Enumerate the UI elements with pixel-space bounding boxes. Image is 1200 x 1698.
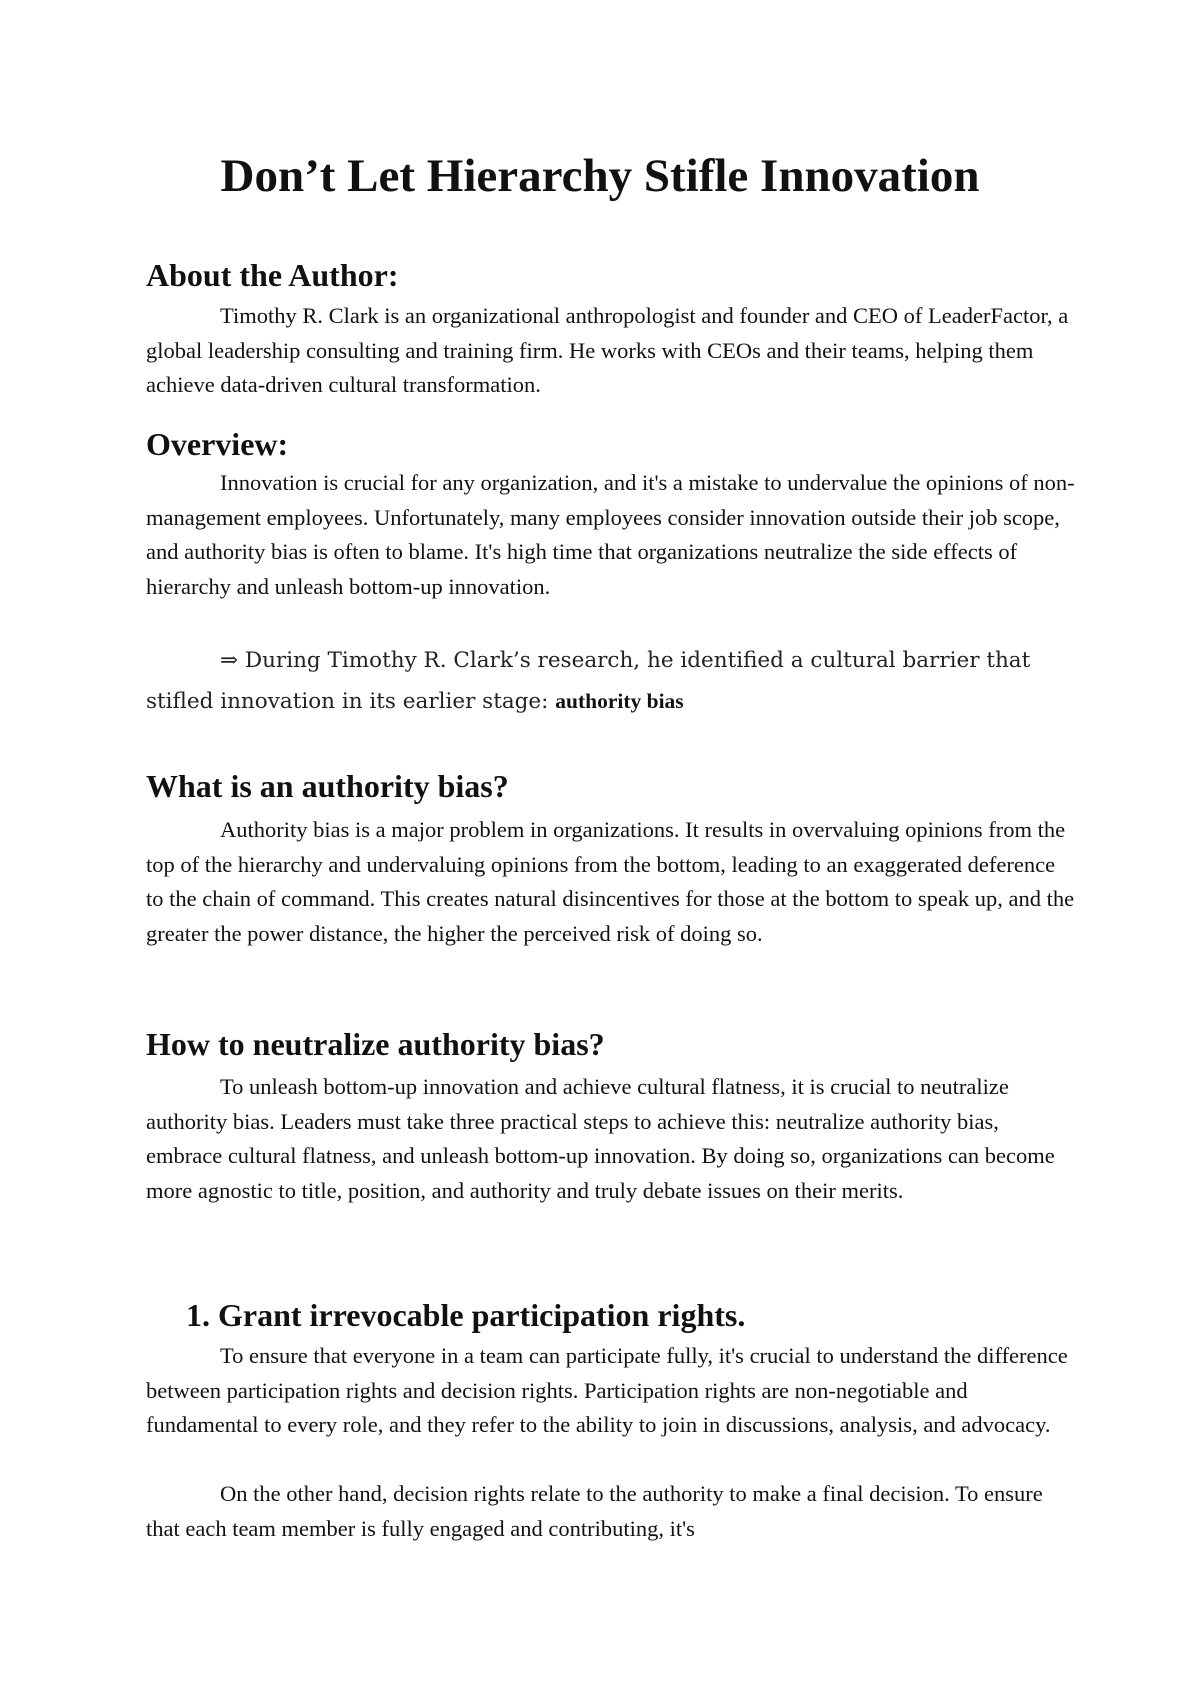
research-note-text: ⇒ During Timothy R. Clark’s research, he identified a cultural barrier that stifled innovation in its earlier stage: <box>146 648 1031 714</box>
heading-what-is-authority-bias: What is an authority bias? <box>146 768 509 804</box>
paragraph-step-1-part-1: To ensure that everyone in a team can participate fully, it's crucial to understand the difference between participation rights and decision rights. Participation rights are non-negotiable and fundamental to every role, and they refer to the ability to join in discussions, analysis, and advocacy. <box>146 1343 1068 1437</box>
heading-how-to-neutralize: How to neutralize authority bias? <box>146 1026 605 1062</box>
heading-step-1: 1. Grant irrevocable participation rights. <box>186 1297 746 1333</box>
paragraph-step-1-part-2: On the other hand, decision rights relate to the authority to make a final decision. To ensure that each team member is fully engaged and contributing, it's <box>146 1481 1043 1541</box>
heading-about-author: About the Author: <box>146 257 399 293</box>
document-title: Don’t Let Hierarchy Stifle Innovation <box>220 150 980 202</box>
paragraph-overview: Innovation is crucial for any organization, and it's a mistake to undervalue the opinions of non-management employees. Unfortunately, many employees consider innovation outside their job scope, and authority bias is often to blame. It's high time that organizations neutralize the side effects of hierarchy and unleash bottom-up innovation. <box>146 470 1075 599</box>
paragraph-about-author: Timothy R. Clark is an organizational anthropologist and founder and CEO of LeaderFactor, a global leadership consulting and training firm. He works with CEOs and their teams, helping them achieve data-driven cultural transformation. <box>146 303 1069 397</box>
paragraph-research-note <box>146 641 1076 722</box>
research-note-emphasis: authority bias <box>555 689 684 713</box>
paragraph-how-to-neutralize: To unleash bottom-up innovation and achieve cultural flatness, it is crucial to neutralize authority bias. Leaders must take three practical steps to achieve this: neutralize authority bias, embrace cultural flatness, and unleash bottom-up innovation. By doing so, organizations can become more agnostic to title, position, and authority and truly debate issues on their merits. <box>146 1074 1055 1203</box>
heading-overview: Overview: <box>146 426 289 462</box>
paragraph-what-is-authority-bias: Authority bias is a major problem in organizations. It results in overvaluing opinions from the top of the hierarchy and undervaluing opinions from the bottom, leading to an exaggerated deference to the chain of command. This creates natural disincentives for those at the bottom to speak up, and the greater the power distance, the higher the perceived risk of doing so. <box>146 817 1075 946</box>
